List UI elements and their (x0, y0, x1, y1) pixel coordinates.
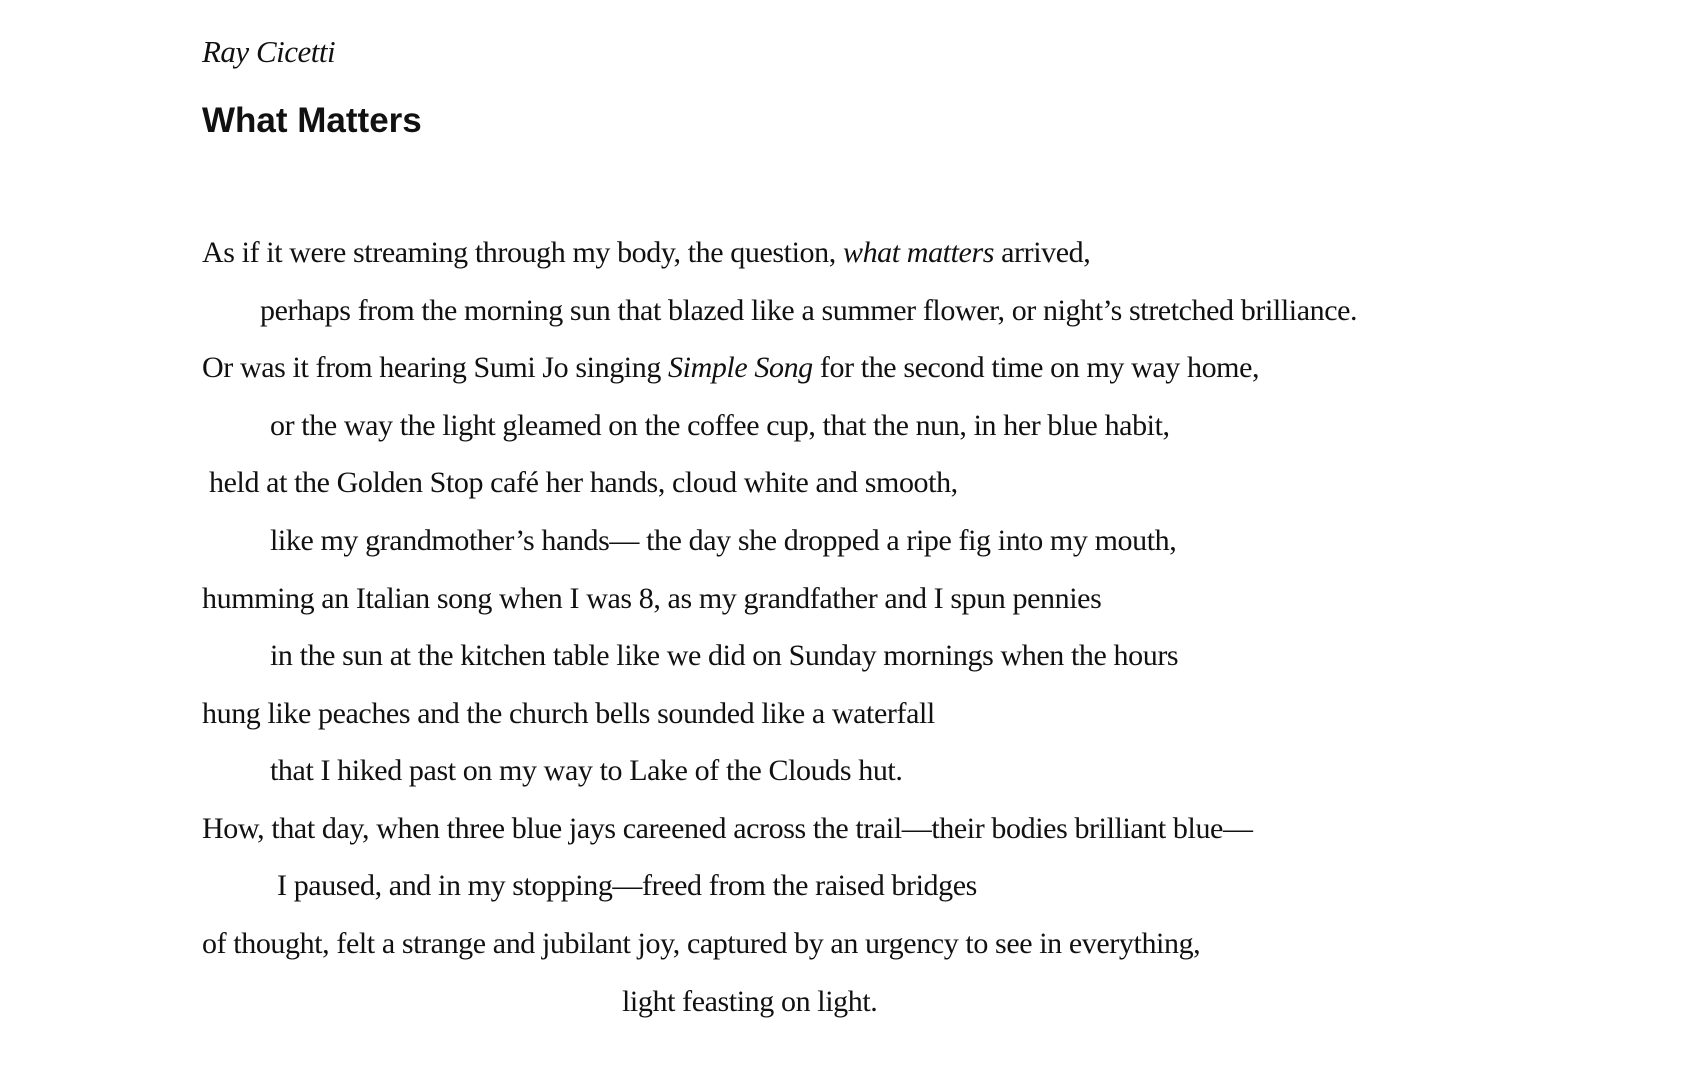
poem-line: humming an Italian song when I was 8, as my grandfather and I spun pennies (202, 582, 1102, 615)
song-title-text: Simple Song (668, 351, 813, 384)
poem-line: Or was it from hearing Sumi Jo singing Simple Song for the second time on my way home, (202, 351, 1260, 384)
poem-line: How, that day, when three blue jays careened across the trail—their bodies brilliant blue— (202, 812, 1253, 845)
poem-line: of thought, felt a strange and jubilant joy, captured by an urgency to see in everything, (202, 927, 1201, 960)
poem-line: hung like peaches and the church bells sounded like a waterfall (202, 697, 935, 730)
poem-line: held at the Golden Stop café her hands, cloud white and smooth, (209, 466, 958, 499)
poem-line: As if it were streaming through my body, the question, what matters arrived, (202, 236, 1091, 269)
poem-title: What Matters (202, 101, 422, 140)
poem-line: like my grandmother’s hands— the day she dropped a ripe fig into my mouth, (270, 524, 1177, 557)
poem-line: that I hiked past on my way to Lake of the Clouds hut. (270, 754, 903, 787)
poem-line: or the way the light gleamed on the coffee cup, that the nun, in her blue habit, (270, 409, 1170, 442)
author-name: Ray Cicetti (202, 34, 336, 69)
poem-line: I paused, and in my stopping—freed from the raised bridges (277, 869, 977, 902)
poem-line: in the sun at the kitchen table like we did on Sunday mornings when the hours (270, 639, 1179, 672)
poem-line: light feasting on light. (622, 985, 878, 1018)
poem-line: perhaps from the morning sun that blazed like a summer flower, or night’s stretched brilliance. (260, 294, 1358, 327)
emphasis-text: what matters (842, 236, 994, 269)
